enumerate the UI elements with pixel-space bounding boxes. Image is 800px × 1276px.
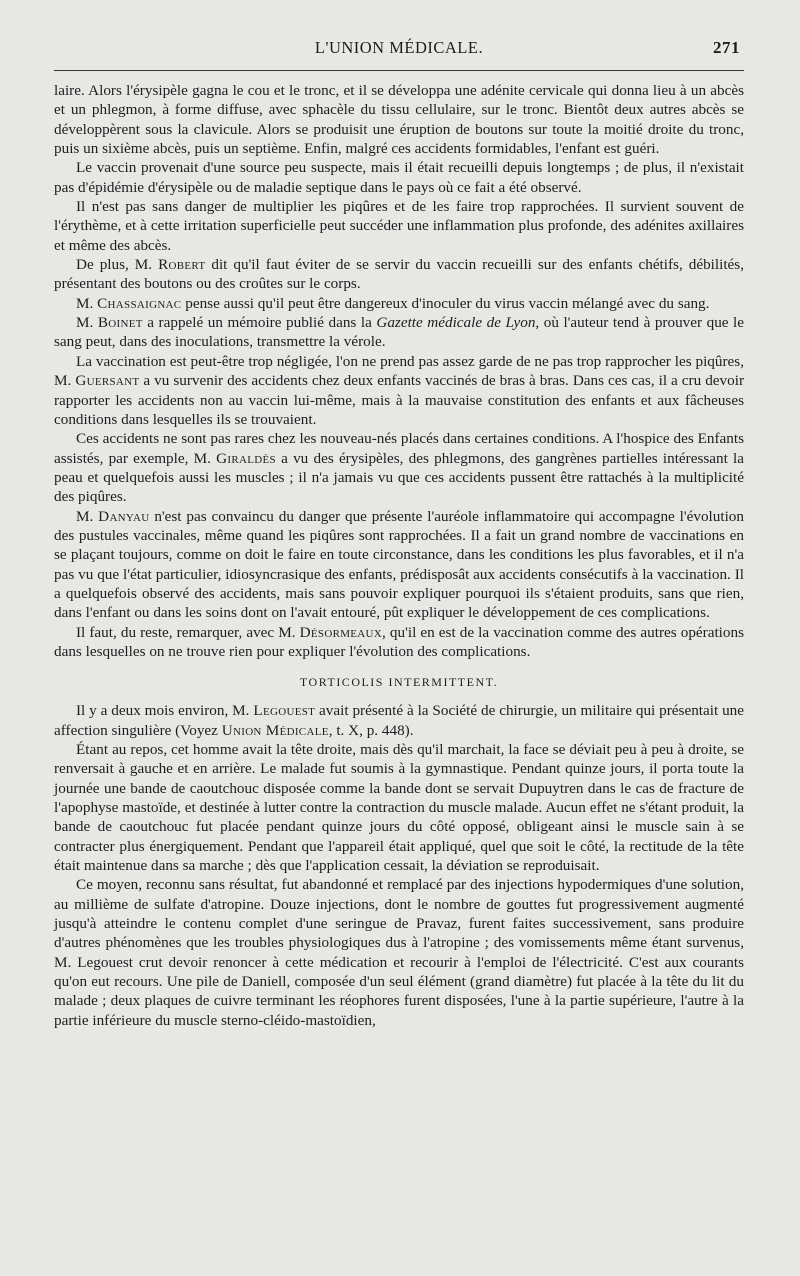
running-title: L'UNION MÉDICALE.	[314, 38, 484, 57]
paragraph: Étant au repos, cet homme avait la tête droite, mais dès qu'il marchait, la face se déviait peu à peu à droite, se renversait à gauche et en arrière. Le malade fut soumis à la gymnastique. Pendant quinze jours, il porta toute la journée une bande de caoutchouc disposée comme la bande dont se servait Dupuytren dans le cas de fracture de l'apophyse mastoïde, et destinée à lutter contre la contraction du muscle malade. Aucun effet ne s'étant produit, la bande de caoutchouc fut placée pendant quinze jours du côté opposé, obligeant ainsi le muscle sain à se contracter plus énergiquement. Pendant que l'appareil était appliqué, quel que soit le côté, la rectitude de la tête était maintenue dans sa marche ; dès que l'application cessait, la déviation se reproduisait.	[54, 741, 744, 875]
person-name: Robert	[158, 256, 206, 274]
text-run: Ces accidents ne sont pas rares chez les nouveau-nés placés dans certaines conditions. A l'hospice des Enfants assistés, par exemple, M.	[54, 430, 744, 467]
paragraph	[54, 294, 744, 313]
person-name: Boinet	[97, 314, 143, 332]
text-run: M.	[76, 507, 99, 525]
page-header	[54, 38, 744, 68]
text-run: Il faut, du reste, remarquer, avec M.	[76, 623, 300, 641]
text-run: , t. X, p. 448).	[328, 721, 414, 739]
text-run: De plus, M.	[76, 256, 159, 274]
article-body	[54, 81, 744, 1030]
text-run: où l'auteur tend à prouver que le sang peut, dans des inoculations, transmettre la vérole.	[54, 314, 745, 351]
text-run: pense aussi qu'il peut être dangereux d'inoculer du virus vaccin mélangé avec du sang.	[181, 294, 710, 312]
paragraph: Il n'est pas sans danger de multiplier les piqûres et de les faire trop rapprochées. Il survient souvent de l'érythème, et à cette irritation superficielle peut succéder une inflammation plus profonde, des adénites axillaires et même des abcès.	[54, 198, 744, 254]
person-name: Désormeaux	[299, 623, 383, 641]
journal-reference: Union Médicale	[221, 721, 329, 739]
journal-title: Gazette médicale de Lyon,	[376, 314, 540, 332]
person-name: Danyau	[98, 507, 150, 525]
text-run: avait présenté à la Société de chirurgie, un militaire qui présentait une affection singulière (Voyez	[54, 702, 745, 739]
paragraph	[54, 623, 744, 662]
text-run: Il y a deux mois environ, M.	[76, 702, 254, 720]
person-name: Chassaignac	[97, 294, 182, 312]
text-run: dit qu'il faut éviter de se servir du vaccin recueilli sur des enfants chétifs, débilités, présentant des boutons ou des croûtes sur le corps.	[54, 256, 744, 293]
paragraph	[54, 313, 744, 352]
page-number: 271	[713, 38, 740, 57]
section-title: TORTICOLIS INTERMITTENT.	[299, 675, 499, 690]
header-rule	[54, 70, 744, 71]
paragraph: Le vaccin provenait d'une source peu suspecte, mais il était recueilli depuis longtemps ; de plus, il n'existait pas d'épidémie d'érysipèle ou de maladie septique dans le pays où ce fait a été observé.	[54, 159, 744, 196]
person-name: Giraldès	[216, 449, 276, 467]
text-run: M.	[76, 294, 98, 312]
text-run: n'est pas convaincu du danger que présente l'auréole inflammatoire qui accompagne l'évolution des pustules vaccinales, même quand les piqûres sont rapprochées. Il a fait un grand nombre de vaccinations en se plaçant toujours, comme on doit le faire en toute circonstance, dans les conditions les plus favorables, et il n'a pas vu que l'état particulier, idiosyncrasique des enfants, prédisposât aux accidents consécutifs à la vaccination. Il a quelquefois observé des accidents, mais sans pouvoir expliquer pourquoi ils s'étaient produits, sans que rien, dans l'enfant ou dans les soins dont on l'avait entouré, pût expliquer le développement de ces complications.	[54, 507, 744, 622]
person-name: Guersant	[75, 372, 140, 390]
paragraph: laire. Alors l'érysipèle gagna le cou et le tronc, et il se développa une adénite cervicale qui donna lieu à un abcès et un phlegmon, à forme diffuse, avec sphacèle du tissu cellulaire, sur le tronc. Bientôt deux autres abcès se développèrent sous la clavicule. Alors se produisit une éruption de boutons sur toute la moitié droite du tronc, puis un sixième abcès, puis un septième. Enfin, malgré ces accidents formidables, l'enfant est guéri.	[54, 82, 744, 158]
paragraph: Ce moyen, reconnu sans résultat, fut abandonné et remplacé par des injections hypodermiques d'une solution, au millième de sulfate d'atropine. Douze injections, dont le nombre de gouttes fut progressivement augmenté jusqu'à atteindre le contenu complet d'une seringue de Pravaz, furent faites successivement, sans produire d'autres phénomènes que les troubles physiologiques dus à l'atropine ; des vomissements même étant survenus, M. Legouest crut devoir renoncer à cette médication et recourir à l'emploi de l'électricité. C'est aux courants qu'on eut recours. Une pile de Daniell, composée d'un seul élément (grand diamètre) fut placée à la tête du lit du malade ; deux plaques de cuivre terminant les réophores furent disposées, l'une à la partie supérieure, l'autre à la partie inférieure du muscle sterno-cléido-mastoïdien,	[54, 876, 744, 1029]
text-run: , qu'il en est de la vaccination comme des autres opérations dans lesquelles on ne trouve rien pour expliquer l'évolution des complications.	[54, 623, 744, 660]
text-run: La vaccination est peut-être trop négligée, l'on ne prend pas assez garde de ne pas trop rapprocher les piqûres, M.	[54, 352, 744, 390]
text-run: M.	[76, 314, 98, 332]
paragraph	[54, 701, 744, 740]
text-run: a vu des érysipèles, des phlegmons, des gangrènes partielles intéressant la peau et quelquefois aussi les muscles ; il n'a jamais vu que ces accidents pussent être rattachés à la multiplicité des piqûres.	[54, 449, 744, 506]
paragraph	[54, 507, 744, 623]
text-run: a vu survenir des accidents chez deux enfants vaccinés de bras à bras. Dans ces cas, il a cru devoir rapporter les accidents non au vaccin lui-même, mais à la mauvaise constitution des enfants et aux fâcheuses conditions dans lesquelles ils se trouvaient.	[54, 372, 744, 428]
paragraph	[54, 255, 744, 294]
paragraph	[54, 352, 744, 429]
text-run: a rappelé un mémoire publié dans la	[142, 314, 377, 332]
paragraph	[54, 429, 744, 506]
person-name: Legouest	[253, 702, 316, 720]
